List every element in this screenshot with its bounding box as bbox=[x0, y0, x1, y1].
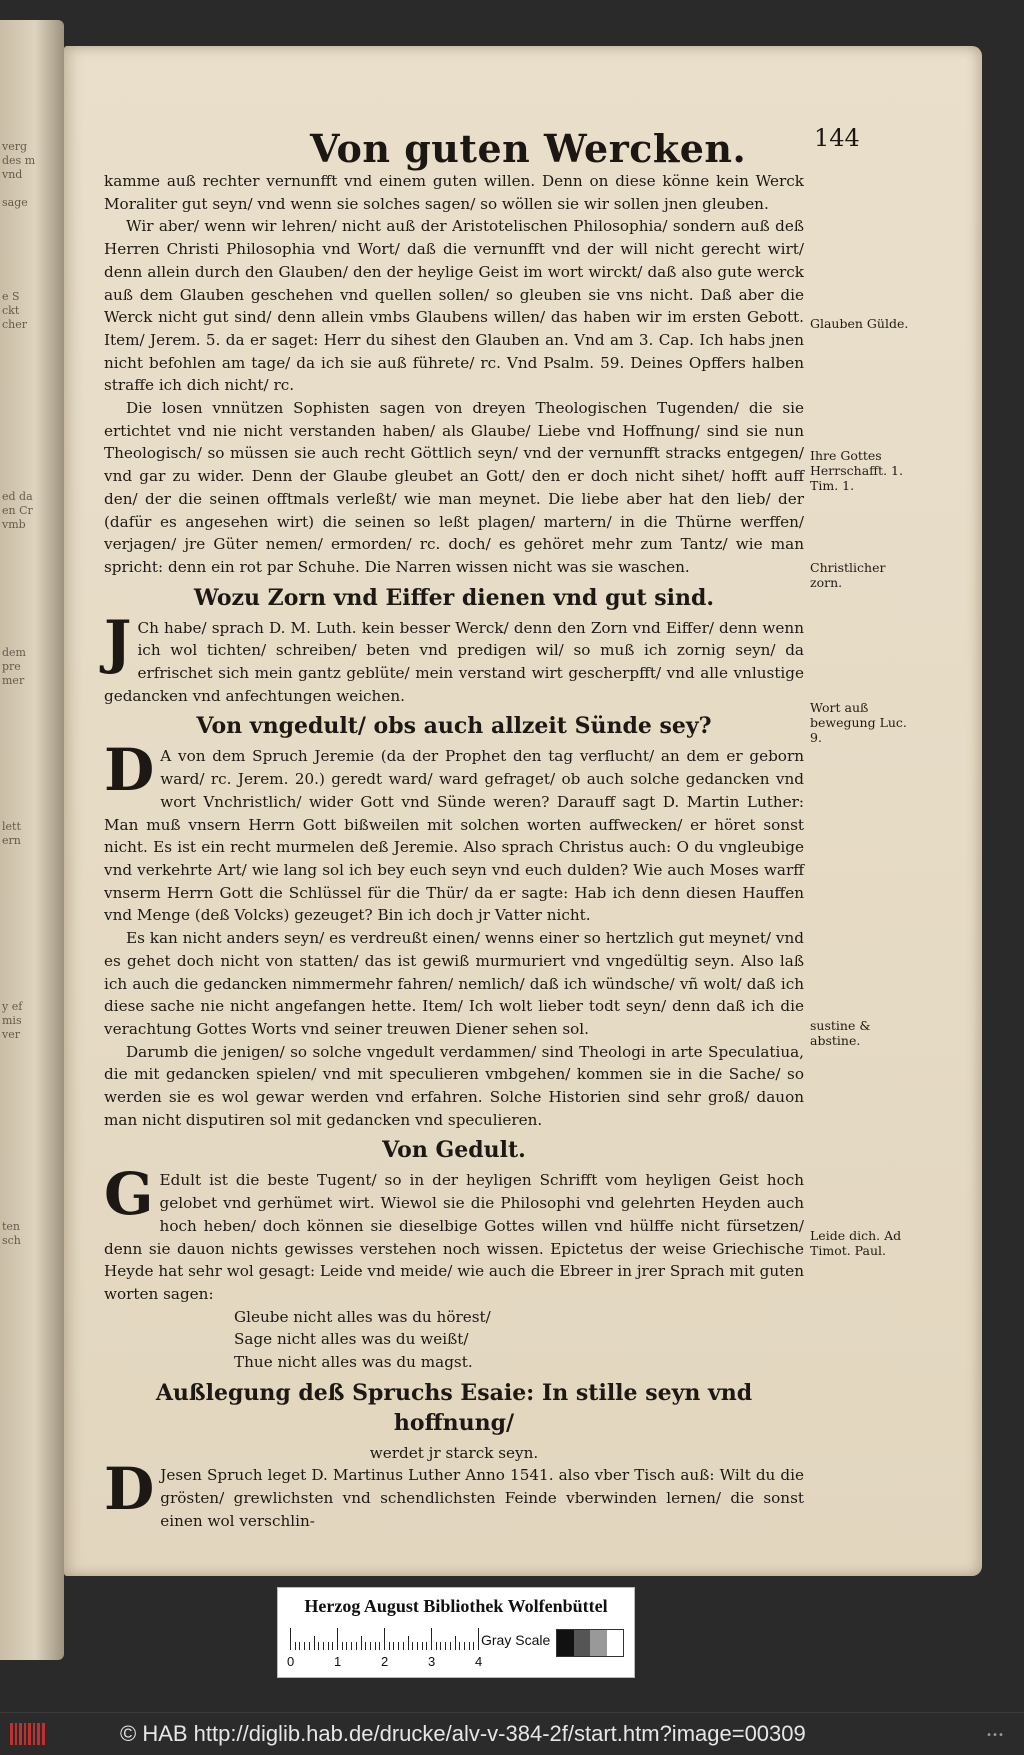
ruler-tick bbox=[389, 1642, 390, 1650]
paragraph: kamme auß rechter vernunfft vnd einem guten willen. Denn on diese könne kein Werck Moraliter gut seyn/ vnd wenn sie solches sagen/ so wöllen sie wir sollen jnen gleuben. bbox=[104, 172, 804, 213]
ruler-tick bbox=[375, 1642, 376, 1650]
ruler-tick bbox=[356, 1642, 357, 1650]
ruler-tick bbox=[304, 1642, 305, 1650]
paragraph-with-initial: DA von dem Spruch Jeremie (da der Prophet den tag verflucht/ an dem er geborn ward/ rc. Jerem. 20.) geredt ward/ ward gefraget/ ob auch solche gedancken vnd wort Vnchristlich/ wider Gott vnd Sünde weren? Darauff sagt D. Martin Luther: Man muß vnsern Herrn Gott bißweilen mit solchen worten auffwecken/ er höret sonst nicht. Es ist ein recht murmelen deß Jeremie. Also sprach Christus auch: O du vngleubige vnd verkehrte Art/ wie lang sol ich bey euch seyn vnd euch dulden? Wie auch Moses warff vnserm Herrn Gott die Schlüssel für die Thür/ da er sagte: Hab ich denn diesen Hauffen vnd Menge (deß Volcks) gezeuget? Bin ich doch jr Vatter nicht. bbox=[104, 736, 804, 925]
section-subheading: werdet jr starck seyn. bbox=[369, 1443, 539, 1462]
ruler-tick bbox=[431, 1628, 432, 1650]
ruler-tick bbox=[450, 1642, 451, 1650]
margin-note: Ihre Gottes Herrschafft. 1. Tim. 1. bbox=[810, 448, 903, 493]
verse-line: Sage nicht alles was du weißt/ bbox=[234, 1330, 469, 1349]
margin-note: Leide dich. Ad Timot. Paul. bbox=[810, 1228, 902, 1258]
previous-leaf-edge: verg des m vnd sage e S ckt cher ed da en Cr vmb dem pre mer lett ern y ef mis ver ten sch bbox=[0, 20, 64, 1660]
paragraph-with-initial: DJesen Spruch leget D. Martinus Luther Anno 1541. also vber Tisch auß: Wilt du die grösten/ grewlichsten vnd schendlichsten Feinde vberwinden lernen/ die sonst einen wol verschlin- bbox=[104, 1455, 804, 1530]
paragraph-with-initial: GEdult ist die beste Tugent/ so in der heyligen Schrifft vom heyligen Geist hoch gelobet vnd gerhümet wirt. Wiewol sie die Philosophi vnd gelehrten Heyden auch hoch heben/ doch können sie dieselbige Gottes willen vnd hülffe nicht fürsetzen/ denn sie dauon nichts gewisses verstehen noch wissen. Epictetus der weise Griechische Heyde hat sehr wol gesagt: Leide vnd meide/ wie auch die Ebreer in jrer Sprach mit guten worten sagen: bbox=[104, 1160, 804, 1303]
section-heading: Wozu Zorn vnd Eiffer dienen vnd gut sind. bbox=[193, 584, 715, 611]
ruler-tick bbox=[309, 1642, 310, 1650]
running-head: Von guten Wercken. bbox=[310, 126, 747, 171]
ruler-tick bbox=[408, 1636, 409, 1650]
ruler-tick bbox=[328, 1642, 329, 1650]
ruler-tick bbox=[361, 1636, 362, 1650]
ruler-tick bbox=[370, 1642, 371, 1650]
verse-line: Thue nicht alles was du magst. bbox=[234, 1353, 473, 1372]
gray-scale-swatches bbox=[556, 1629, 624, 1657]
section-heading: Von Gedult. bbox=[382, 1137, 526, 1164]
ruler-tick bbox=[417, 1642, 418, 1650]
ruler-tick bbox=[440, 1642, 441, 1650]
paragraph: Darumb die jenigen/ so solche vngedult verdammen/ sind Theologi in arte Speculatiua, die mit gedancken spielen/ vnd mit speculieren vmbgehen/ kommen sie in die Sache/ so werden sie es wol gewar werden vnd erfahren. Solche Historien sind sehr groß/ dauon man nicht disputiren sol mit gedancken vnd speculieren. bbox=[104, 1042, 804, 1129]
ruler-tick bbox=[478, 1628, 479, 1650]
library-name: Herzog August Bibliothek Wolfenbüttel bbox=[304, 1596, 608, 1616]
ruler-tick bbox=[403, 1642, 404, 1650]
verse-line: Gleube nicht alles was du hörest/ bbox=[234, 1307, 491, 1326]
scale-ruler bbox=[290, 1628, 480, 1650]
paragraph-with-initial: JCh habe/ sprach D. M. Luth. kein besser Werck/ denn den Zorn vnd Eiffer/ denn wenn ich wol tichten/ schreiben/ beten vnd predigen wil/ so muß ich zornig seyn/ da erfrischet sich mein gantz geblüte/ mein verstand wirt gescherpfft/ vnd alle vnlustige gedancken vnd anfechtungen weichen. bbox=[104, 607, 804, 705]
ruler-labels bbox=[287, 1654, 490, 1670]
ruler-tick bbox=[464, 1642, 465, 1650]
ruler-tick bbox=[314, 1636, 315, 1650]
ruler-tick bbox=[365, 1642, 366, 1650]
ruler-tick bbox=[290, 1628, 291, 1650]
ruler-tick bbox=[295, 1642, 296, 1650]
book-page bbox=[64, 46, 982, 1576]
ruler-tick bbox=[379, 1642, 380, 1650]
footer-bar bbox=[0, 1712, 1024, 1755]
main-text-column bbox=[104, 170, 804, 1533]
ruler-tick bbox=[323, 1642, 324, 1650]
gray-scale-label: Gray Scale bbox=[481, 1632, 551, 1648]
ruler-label: 2 bbox=[381, 1654, 389, 1669]
paragraph: Die losen vnnützen Sophisten sagen von dreyen Theologischen Tugenden/ die sie ertichtet vnd nie nicht verstanden haben/ als Glaube/ Liebe vnd Hoffnung/ sind sie nun Theologisch/ so müssen sie auch recht Göttlich seyn/ vnd der vernunfft stracks entgegen/ vnd gar zu wider. Denn der Glaube gleubet an Gott/ den er doch nicht sihet/ hofft auff den/ der die seinen offtmals verleßt/ wie man meynet. Die liebe aber hat den lieb/ der (dafür es angesehen wirt) die seinen so leßt plagen/ martern/ in die Thürne werffen/ verjagen/ jre Güter nemen/ ermorden/ rc. doch/ es gehöret mehr zum Tantz/ wie man spricht: denn ein rot par Schuhe. Die Narren wissen nicht was sie waschen. bbox=[104, 399, 804, 576]
ruler-tick bbox=[436, 1642, 437, 1650]
copyright-url[interactable]: © HAB http://diglib.hab.de/drucke/alv-v-384-2f/start.htm?image=00309 bbox=[120, 1721, 806, 1746]
margin-note: sustine & abstine. bbox=[810, 1018, 871, 1048]
ruler-tick bbox=[422, 1642, 423, 1650]
ruler-tick bbox=[342, 1642, 343, 1650]
ruler-tick bbox=[445, 1642, 446, 1650]
ruler-tick bbox=[455, 1636, 456, 1650]
ruler-tick bbox=[426, 1642, 427, 1650]
ruler-label: 4 bbox=[475, 1654, 483, 1669]
ruler-tick bbox=[398, 1642, 399, 1650]
margin-note: Christlicher zorn. bbox=[810, 560, 886, 590]
barcode-icon bbox=[10, 1723, 46, 1745]
ruler-tick bbox=[299, 1642, 300, 1650]
ruler-label: 1 bbox=[334, 1654, 342, 1669]
ruler-tick bbox=[351, 1642, 352, 1650]
ruler-label: 3 bbox=[428, 1654, 436, 1669]
section-heading: Außlegung deß Spruchs Esaie: In stille seyn vnd hoffnung/ bbox=[155, 1379, 753, 1436]
color-target-card bbox=[277, 1587, 635, 1678]
section-heading: Von vngedult/ obs auch allzeit Sünde sey? bbox=[196, 713, 712, 740]
margin-note: Glauben Gülde. bbox=[810, 316, 909, 331]
ruler-tick bbox=[337, 1628, 338, 1650]
ruler-tick bbox=[346, 1642, 347, 1650]
paragraph: Es kan nicht anders seyn/ es verdreußt einen/ wenns einer so hertzlich gut meynet/ vnd es gehet doch nicht von statten/ das ist gewiß murmuriert vnd vngedültig seyn. Also laß ich auch die gedancken nimmermehr fahren/ nemlich/ daß ich wündsche/ vñ wolt/ daß ich diese sache nie nicht angefangen hette. Item/ Ich wolt lieber todt seyn/ denn daß ich die verachtung Gottes Worts vnd seiner treuwen Diener sehen sol. bbox=[104, 929, 804, 1038]
ruler-tick bbox=[384, 1628, 385, 1650]
overflow-dots-icon[interactable]: ••• bbox=[986, 1730, 1005, 1741]
ruler-tick bbox=[318, 1642, 319, 1650]
margin-note: Wort auß bewegung Luc. 9. bbox=[810, 700, 907, 745]
ruler-tick bbox=[412, 1642, 413, 1650]
ruler-tick bbox=[459, 1642, 460, 1650]
folio-number: 144 bbox=[814, 124, 860, 152]
paragraph: Wir aber/ wenn wir lehren/ nicht auß der Aristotelischen Philosophia/ sondern auß deß Herren Christi Philosophia vnd Wort/ daß die vernunfft vnd der will nicht gerecht wirt/ denn allein durch den Glauben/ den der heylige Geist im wort wirckt/ daß also gute werck auß dem Glauben geschehen vnd quellen sollen/ so gleuben sie vns nicht. Daß aber die Werck nicht gut sind/ denn allein vmbs Glaubens willen/ das haben wir im ersten Gebott. Item/ Jerem. 5. da er saget: Herr du sihest den Glauben an. Vnd am 3. Cap. Ich habs jnen nicht befohlen am tage/ da ich sie auß führete/ rc. Vnd Psalm. 59. Deines Opffers halben straffe ich dich nicht/ rc. bbox=[104, 217, 804, 395]
ruler-tick bbox=[393, 1642, 394, 1650]
ruler-tick bbox=[469, 1642, 470, 1650]
ruler-label: 0 bbox=[287, 1654, 295, 1669]
ruler-tick bbox=[332, 1642, 333, 1650]
ruler-tick bbox=[473, 1642, 474, 1650]
